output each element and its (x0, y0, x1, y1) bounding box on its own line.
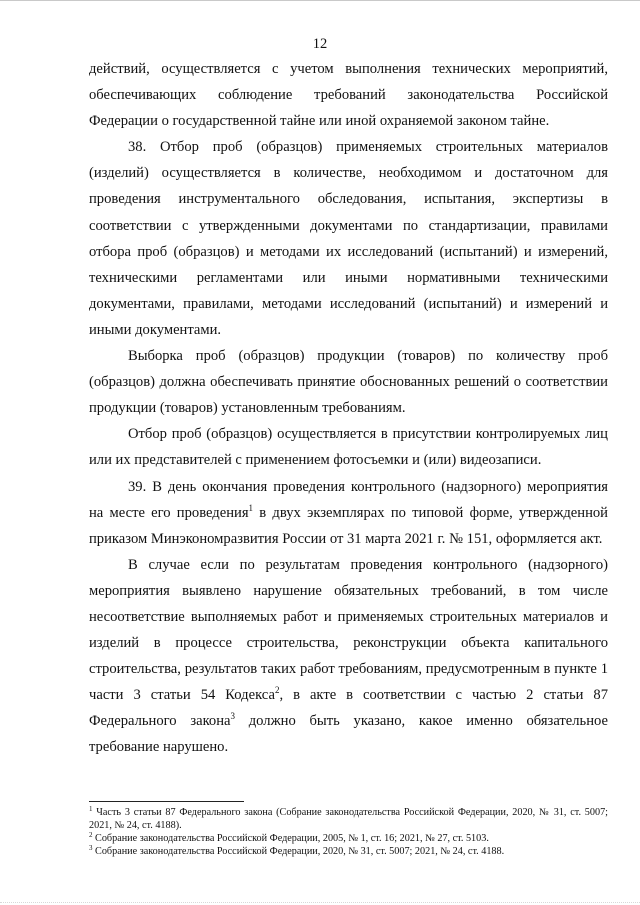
paragraph-39-text-a: 39. В день окончания проведения контрольного (надзорного) мероприятия на месте его проведения (89, 478, 608, 521)
paragraph-continuation: действий, осуществляется с учетом выполнения технических мероприятий, обеспечивающих соблюдение требований законодательства Российской Федерации о государственной тайне или иной охраняемой законом тайне. (89, 61, 608, 130)
page-number: 12 (312, 36, 328, 52)
footnote-1-text: Часть 3 статьи 87 Федерального закона (Собрание законодательства Российской Федерации, 2020, № 31, ст. 5007; 2021, № 24, ст. 4188). (89, 807, 608, 831)
paragraph-39-text-b: в двух экземплярах по типовой форме, утвержденной приказом Минэкономразвития России от 31 марта 2021 г. № 151, оформляется акт. (89, 504, 608, 547)
footnote-2-text: Собрание законодательства Российской Федерации, 2005, № 1, ст. 16; 2021, № 27, ст. 5103. (92, 833, 489, 844)
footnote-ref-1: 1 (248, 502, 254, 513)
footnote-3-text: Собрание законодательства Российской Федерации, 2020, № 31, ст. 5007; 2021, № 24, ст. 4188. (92, 846, 505, 857)
paragraph-sample-selection: Выборка проб (образцов) продукции (товаров) по количеству проб (образцов) должна обеспечивать принятие обоснованных решений о соответствии продукции (товаров) установленным требованиям. (89, 348, 608, 417)
document-body (89, 56, 608, 761)
footnote-2 (89, 832, 608, 845)
page-bottom-edge (0, 902, 640, 903)
footnote-ref-3: 3 (230, 711, 236, 722)
footnote-3 (89, 845, 608, 858)
paragraph-violation-text-a: В случае если по результатам проведения контрольного (надзорного) мероприятия выявлено нарушение обязательных требований, в том числе несоответствие выполняемых работ и применяемых строительных материалов и изделий в процессе строительства, реконструкции объекта капитального строительства, результатов таких работ требованиям, предусмотренным в пункте 1 части 3 статьи 54 Кодекса (89, 556, 608, 704)
footnotes (89, 806, 608, 858)
footnote-1-mark: 1 (89, 805, 93, 813)
page-top-edge (0, 0, 640, 4)
paragraph-violation (89, 552, 608, 761)
footnote-ref-2: 2 (274, 685, 280, 696)
paragraph-violation-text-c: должно быть указано, какое именно обязательное требование нарушено. (89, 713, 608, 756)
footnote-2-mark: 2 (89, 831, 93, 839)
paragraph-sample-presence: Отбор проб (образцов) осуществляется в присутствии контролируемых лиц или их представителей с применением фотосъемки и (или) видеозаписи. (89, 426, 608, 469)
footnote-1 (89, 806, 608, 832)
footnote-separator (89, 801, 244, 802)
paragraph-38: 38. Отбор проб (образцов) применяемых строительных материалов (изделий) осуществляется в количестве, необходимом и достаточном для проведения инструментального обследования, испытания, экспертизы в соответствии с утвержденными документами по стандартизации, правилами отбора проб (образцов) и методами их исследований (испытаний) и измерений, техническими регламентами или иными нормативными техническими документами, правилами, методами исследований (испытаний) и измерений и иными документами. (89, 139, 608, 338)
footnote-3-mark: 3 (89, 844, 93, 852)
paragraph-39 (89, 474, 608, 552)
paragraph-violation-text-b: , в акте в соответствии с частью 2 статьи 87 Федерального закона (89, 687, 608, 730)
